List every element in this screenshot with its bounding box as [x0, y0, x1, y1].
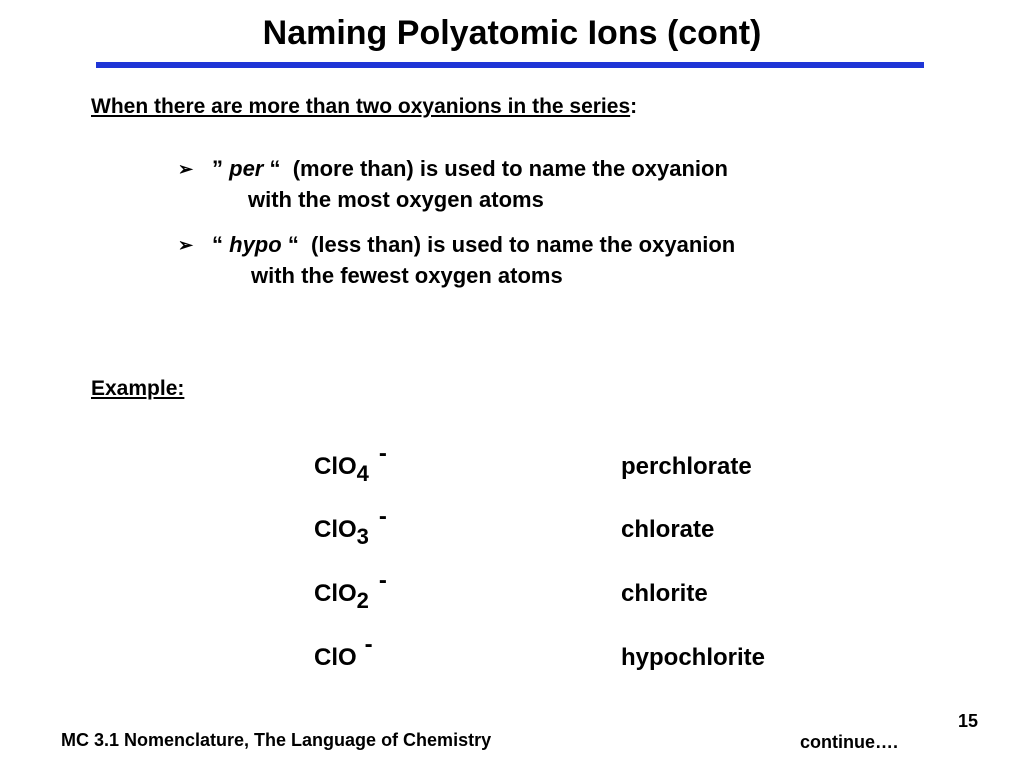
bullet-per-close-quote: “: [269, 156, 281, 181]
bullet-hypo-description: (less than) is used to name the oxyanion: [311, 232, 736, 257]
footer-course-title: MC 3.1 Nomenclature, The Language of Chemistry: [61, 730, 492, 750]
bullet-per-open-quote: ”: [212, 156, 223, 181]
bullet-hypo-line1: [212, 231, 735, 259]
slide-title: Naming Polyatomic Ions (cont): [262, 14, 762, 52]
footer-continue: continue….: [800, 732, 898, 752]
formula-base: ClO: [314, 516, 357, 543]
formula-base: ClO: [314, 580, 357, 607]
formula-charge: -: [378, 440, 387, 467]
formula-base: ClO: [314, 644, 357, 671]
formula-chlorate: [314, 503, 387, 549]
bullet-per-line2: with the most oxygen atoms: [248, 187, 544, 212]
ion-name-chlorite: chlorite: [621, 580, 708, 607]
formula-subscript: 4: [356, 461, 369, 486]
ion-name-perchlorate: perchlorate: [621, 453, 752, 480]
bullet-hypo-close-quote: “: [287, 232, 299, 257]
title-underline-rule: [96, 62, 924, 68]
bullet-arrow-icon: ➢: [178, 235, 194, 255]
formula-chlorite: [314, 567, 387, 613]
example-heading-text: Example:: [91, 377, 185, 400]
intro-heading-text: When there are more than two oxyanions in the series: [91, 95, 631, 118]
ion-name-hypochlorite: hypochlorite: [621, 644, 766, 671]
formula-subscript: 3: [356, 524, 369, 549]
formula-hypochlorite: [314, 631, 373, 673]
formula-charge: -: [378, 503, 387, 530]
formula-charge: -: [378, 567, 387, 594]
bullet-hypo-open-quote: “: [212, 232, 223, 257]
formula-charge: -: [364, 631, 373, 658]
intro-heading-colon: :: [630, 95, 638, 118]
bullet-per-term: per: [229, 156, 264, 181]
example-heading: [91, 376, 184, 402]
formula-subscript: 2: [356, 588, 369, 613]
formula-base: ClO: [314, 453, 357, 480]
bullet-hypo-line2: with the fewest oxygen atoms: [251, 263, 563, 288]
bullet-per-line1: [212, 155, 728, 183]
slide-page-number: 15: [958, 711, 979, 731]
ion-name-chlorate: chlorate: [621, 516, 715, 543]
bullet-hypo-term: hypo: [229, 232, 282, 257]
formula-perchlorate: [314, 440, 387, 486]
intro-heading: [91, 94, 637, 120]
bullet-per-description: (more than) is used to name the oxyanion: [292, 156, 728, 181]
bullet-arrow-icon: ➢: [178, 159, 194, 179]
